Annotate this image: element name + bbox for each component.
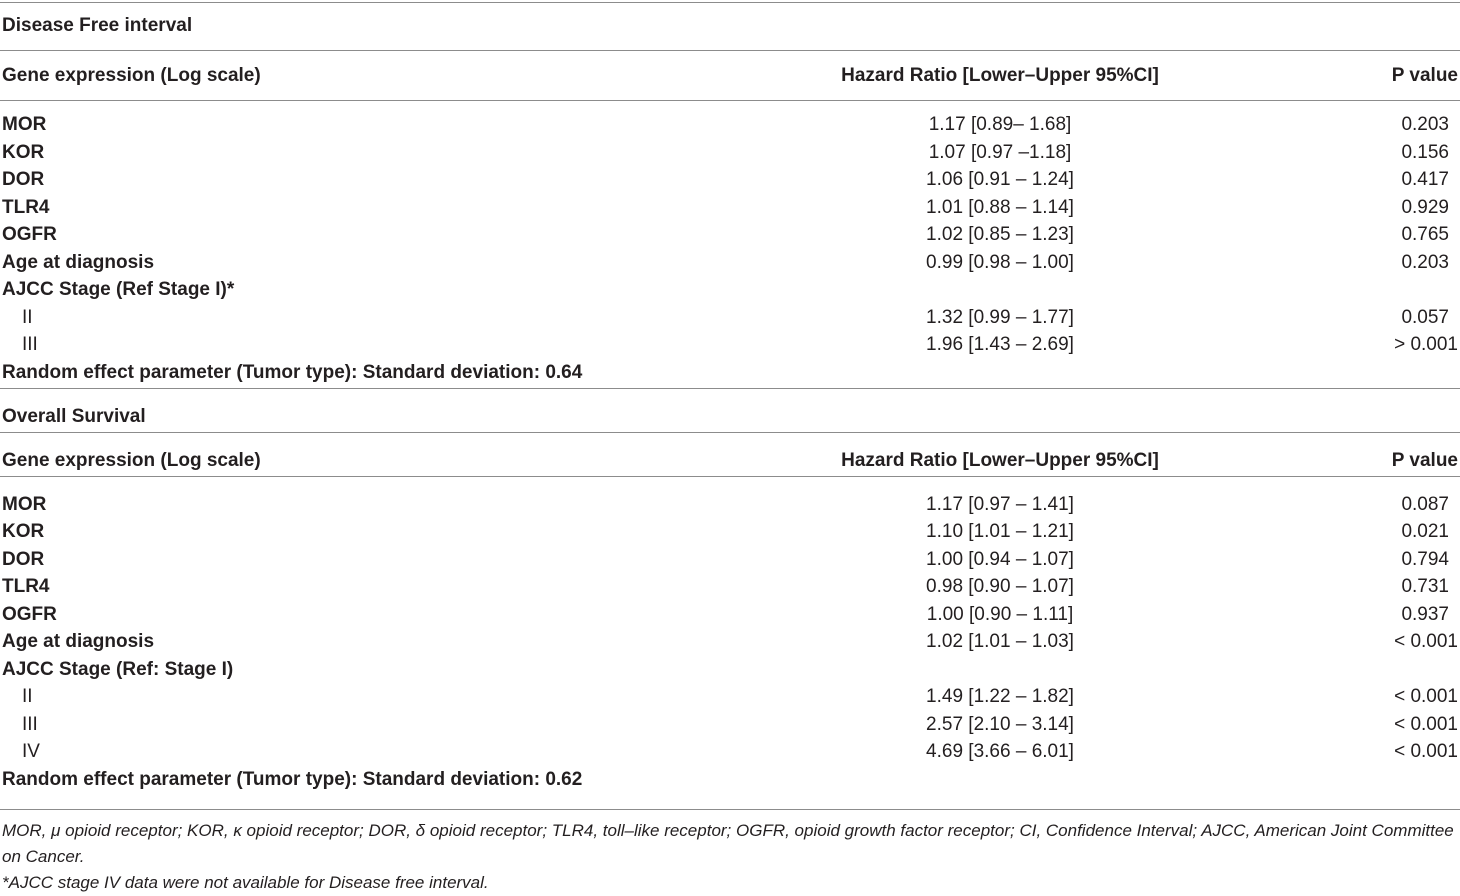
row-p-value: 0.765	[1401, 224, 1449, 245]
row-hazard-ratio: 1.32 [0.99 – 1.77]	[926, 307, 1074, 328]
row-label: MOR	[2, 494, 47, 515]
header-variable: Gene expression (Log scale)	[2, 65, 261, 86]
table-row	[0, 111, 1460, 138]
row-p-value: 0.731	[1401, 576, 1449, 597]
row-label: DOR	[2, 549, 45, 570]
row-label: OGFR	[2, 604, 57, 625]
row-p-value: < 0.001	[1394, 741, 1458, 762]
section-divider	[0, 388, 1460, 389]
table-row	[0, 331, 1460, 358]
row-hazard-ratio: 1.17 [0.97 – 1.41]	[926, 494, 1074, 515]
header-hazard-ratio: Hazard Ratio [Lower–Upper 95%CI]	[841, 450, 1159, 471]
table-row	[0, 711, 1460, 738]
row-p-value: 0.057	[1401, 307, 1449, 328]
row-label: IV	[22, 741, 40, 762]
row-label: KOR	[2, 521, 45, 542]
row-p-value: < 0.001	[1394, 631, 1458, 652]
row-hazard-ratio: 1.00 [0.94 – 1.07]	[926, 549, 1074, 570]
section-title-dfi: Disease Free interval	[2, 15, 193, 36]
header-rule	[0, 100, 1460, 101]
table-header	[0, 62, 1460, 89]
row-p-value: 0.156	[1401, 142, 1449, 163]
table-row	[0, 573, 1460, 600]
row-hazard-ratio: 1.10 [1.01 – 1.21]	[926, 521, 1074, 542]
row-label: KOR	[2, 142, 45, 163]
table-row	[0, 683, 1460, 710]
random-effect-text: Random effect parameter (Tumor type): Standard deviation: 0.62	[2, 769, 583, 790]
top-rule	[0, 2, 1460, 3]
header-hazard-ratio: Hazard Ratio [Lower–Upper 95%CI]	[841, 65, 1159, 86]
row-label: OGFR	[2, 224, 57, 245]
row-hazard-ratio: 1.07 [0.97 –1.18]	[928, 142, 1072, 163]
row-hazard-ratio: 0.99 [0.98 – 1.00]	[926, 252, 1074, 273]
footnote-rule	[0, 809, 1460, 810]
row-label: MOR	[2, 114, 47, 135]
row-p-value: 0.203	[1401, 114, 1449, 135]
random-effect-text: Random effect parameter (Tumor type): Standard deviation: 0.64	[2, 362, 583, 383]
random-effect-row	[0, 766, 1460, 793]
row-p-value: 0.203	[1401, 252, 1449, 273]
header-rule	[0, 476, 1460, 477]
table-row-group-label	[0, 656, 1460, 683]
table-row	[0, 628, 1460, 655]
table-row	[0, 139, 1460, 166]
table-row	[0, 249, 1460, 276]
row-hazard-ratio: 1.00 [0.90 – 1.11]	[926, 604, 1074, 625]
row-p-value: 0.794	[1401, 549, 1449, 570]
row-p-value: 0.937	[1401, 604, 1449, 625]
row-hazard-ratio: 1.17 [0.89– 1.68]	[928, 114, 1072, 135]
row-label: TLR4	[2, 197, 50, 218]
row-p-value: 0.087	[1401, 494, 1449, 515]
row-hazard-ratio: 1.02 [1.01 – 1.03]	[926, 631, 1074, 652]
footnote-note: *AJCC stage IV data were not available for Disease free interval.	[2, 873, 489, 892]
header-p-value: P value	[1391, 65, 1458, 86]
table-row	[0, 304, 1460, 331]
row-p-value: < 0.001	[1394, 686, 1458, 707]
table-row	[0, 518, 1460, 545]
row-p-value: 0.417	[1401, 169, 1449, 190]
section-title-os: Overall Survival	[2, 406, 146, 427]
row-p-value: > 0.001	[1394, 334, 1458, 355]
row-label: DOR	[2, 169, 45, 190]
table-row	[0, 601, 1460, 628]
row-label: III	[22, 334, 38, 355]
row-hazard-ratio: 4.69 [3.66 – 6.01]	[926, 741, 1074, 762]
row-label: Age at diagnosis	[2, 631, 155, 652]
row-hazard-ratio: 1.01 [0.88 – 1.14]	[926, 197, 1074, 218]
row-label: AJCC Stage (Ref: Stage I)	[2, 659, 234, 680]
row-p-value: < 0.001	[1394, 714, 1458, 735]
row-hazard-ratio: 0.98 [0.90 – 1.07]	[926, 576, 1074, 597]
row-hazard-ratio: 1.06 [0.91 – 1.24]	[926, 169, 1074, 190]
footnote-abbreviations: MOR, μ opioid receptor; KOR, κ opioid receptor; DOR, δ opioid receptor; TLR4, toll–like receptor; OGFR, opioid growth factor receptor; CI, Confidence Interval; AJCC, American Joint Committee on Cancer.	[2, 821, 1454, 866]
table-header	[0, 447, 1460, 474]
row-label: AJCC Stage (Ref Stage I)*	[2, 279, 235, 300]
row-p-value: 0.021	[1401, 521, 1449, 542]
table-row	[0, 491, 1460, 518]
random-effect-row	[0, 359, 1460, 386]
row-label: TLR4	[2, 576, 50, 597]
row-label: III	[22, 714, 38, 735]
row-label: II	[22, 686, 33, 707]
row-hazard-ratio: 1.96 [1.43 – 2.69]	[926, 334, 1074, 355]
table-row	[0, 221, 1460, 248]
row-label: Age at diagnosis	[2, 252, 155, 273]
row-label: II	[22, 307, 33, 328]
row-p-value: 0.929	[1401, 197, 1449, 218]
row-hazard-ratio: 1.49 [1.22 – 1.82]	[926, 686, 1074, 707]
header-p-value: P value	[1391, 450, 1458, 471]
table-row	[0, 738, 1460, 765]
row-hazard-ratio: 2.57 [2.10 – 3.14]	[926, 714, 1074, 735]
section-rule	[0, 432, 1460, 433]
section-rule	[0, 50, 1460, 51]
table-row	[0, 166, 1460, 193]
header-variable: Gene expression (Log scale)	[2, 450, 261, 471]
table-row-group-label	[0, 276, 1460, 303]
table-row	[0, 194, 1460, 221]
table-row	[0, 546, 1460, 573]
row-hazard-ratio: 1.02 [0.85 – 1.23]	[926, 224, 1074, 245]
